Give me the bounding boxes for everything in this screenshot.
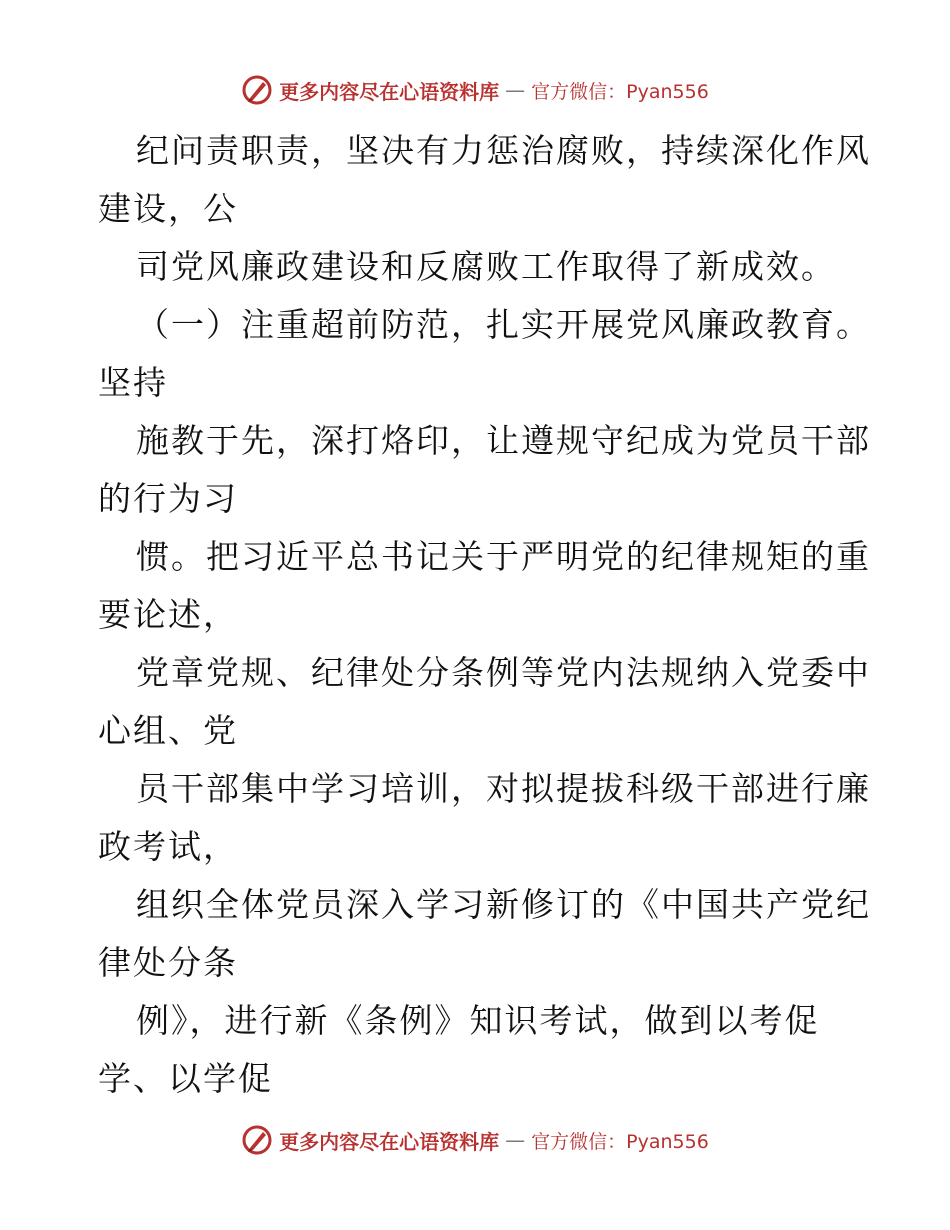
footer-watermark <box>0 1120 950 1160</box>
text-line: 政考试， <box>98 827 238 866</box>
text-line: 学、以学促 <box>98 1059 273 1098</box>
text-line: 司党风廉政建设和反腐败工作取得了新成效。 <box>136 247 836 286</box>
quill-pen-circle-icon <box>241 74 273 106</box>
watermark-main-text: 更多内容尽在心语资料库 <box>279 79 500 104</box>
document-body <box>98 122 871 1108</box>
text-line: 员干部集中学习培训，对拟提拔科级干部进行廉 <box>136 769 871 808</box>
watermark-wechat-text: 官方微信：Pyan556 <box>531 80 709 103</box>
text-line: 心组、党 <box>98 711 238 750</box>
text-line: 建设，公 <box>98 189 238 228</box>
text-line: 党章党规、纪律处分条例等党内法规纳入党委中 <box>136 653 871 692</box>
watermark-dash: — <box>505 1128 526 1152</box>
text-line: 要论述， <box>98 595 238 634</box>
text-line: 施教于先，深打烙印，让遵规守纪成为党员干部 <box>136 421 871 460</box>
header-watermark <box>0 70 950 110</box>
watermark-main-text: 更多内容尽在心语资料库 <box>279 1129 500 1154</box>
text-line: 惯。把习近平总书记关于严明党的纪律规矩的重 <box>136 537 871 576</box>
text-line: 组织全体党员深入学习新修订的《中国共产党纪 <box>136 885 871 924</box>
text-line: 例》，进行新《条例》知识考试，做到以考促 <box>136 1001 820 1040</box>
text-line: 的行为习 <box>98 479 238 518</box>
text-line: 纪问责职责，坚决有力惩治腐败，持续深化作风 <box>136 131 871 170</box>
text-line: 坚持 <box>98 363 168 402</box>
watermark-wechat-text: 官方微信：Pyan556 <box>531 1130 709 1153</box>
text-line: 律处分条 <box>98 943 238 982</box>
text-line: （一）注重超前防范，扎实开展党风廉政教育。 <box>136 305 871 344</box>
watermark-dash: — <box>505 78 526 102</box>
quill-pen-circle-icon <box>241 1124 273 1156</box>
